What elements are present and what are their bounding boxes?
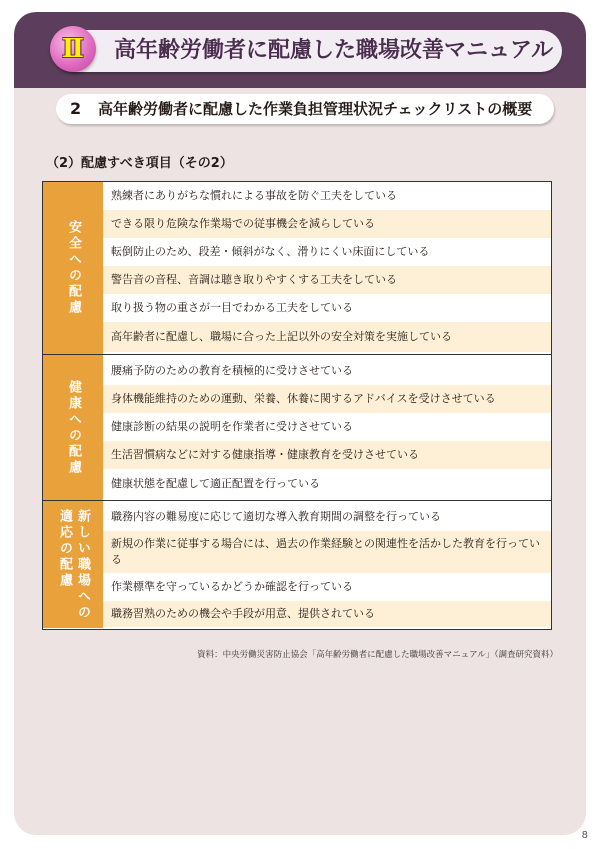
category-cell [43,182,103,354]
checklist-item: 職務内容の難易度に応じて適切な導入教育期間の調整を行っている [111,510,441,523]
item-list [103,501,551,628]
checklist-item: 職務習熟のための機会や手段が用意、提供されている [103,601,551,627]
sub-heading: （2）配慮すべき項目（その2） [46,156,233,171]
checklist-item: 転倒防止のため、段差・傾斜がなく、滑りにくい床面にしている [111,245,430,258]
category-label [55,509,91,621]
category-cell [43,355,103,500]
item-list [103,355,551,500]
checklist-item: 熟練者にありがちな慣れによる事故を防ぐ工夫をしている [111,189,397,202]
category-label-line: 新しい職場への [75,508,90,621]
checklist-item: 新規の作業に従事する場合には、過去の作業経験との関連性を活かした教育を行っている [103,531,551,573]
checklist-item: 健康診断の結果の説明を作業者に受けさせている [111,420,353,433]
checklist-item: 警告音の音程、音調は聴き取りやすくする工夫をしている [103,266,551,294]
checklist-item: できる限り危険な作業場での従事機会を減らしている [103,210,551,238]
checklist-group-adaptation [43,500,551,628]
checklist-item: 身体機能維持のための運動、栄養、休養に関するアドバイスを受けさせている [103,385,551,413]
item-list [103,182,551,354]
section-title: 高年齢労働者に配慮した作業負担管理状況チェックリストの概要 [98,100,533,118]
checklist-item: 高年齢者に配慮し、職場に合った上記以外の安全対策を実施している [103,322,551,352]
checklist-item: 腰痛予防のための教育を積極的に受けさせている [111,364,353,377]
category-label-line: 適応の配慮 [57,508,72,589]
checklist-item: 健康状態を配慮して適正配置を行っている [111,477,320,490]
checklist-group-health [43,354,551,500]
checklist-table [42,181,552,630]
checklist-item: 生活習慣病などに対する健康指導・健康教育を受けさせている [103,441,551,469]
source-note: 資料：中央労働災害防止協会「高年齢労働者に配慮した職場改善マニュアル」（調査研究資料） [197,650,558,660]
page-number: 8 [581,830,588,841]
checklist-group-safety [43,182,551,354]
checklist-item: 作業標準を守っているかどうか確認を行っている [111,580,353,593]
chapter-number-badge [50,26,96,72]
category-label: 健康への配慮 [66,379,81,476]
category-label: 安全への配慮 [66,220,81,316]
checklist-item: 取り扱う物の重さが一目でわかる工夫をしている [111,301,353,314]
chapter-title: 高年齢労働者に配慮した職場改善マニュアル [114,38,554,63]
category-cell [43,501,103,628]
chapter-numeral: Ⅱ [62,34,84,64]
section-number: 2 [70,99,82,118]
